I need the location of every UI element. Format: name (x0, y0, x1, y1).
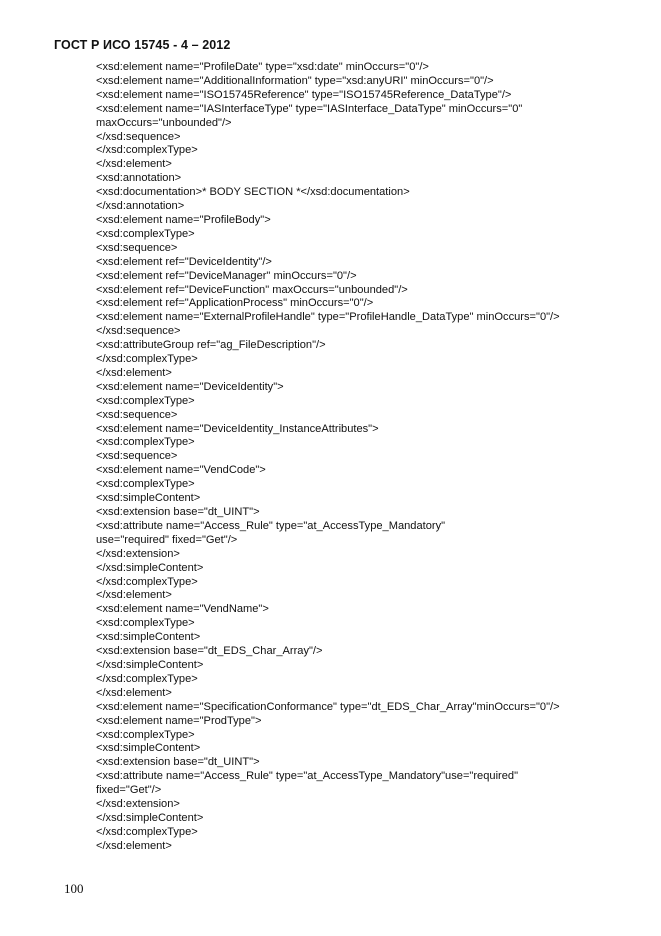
code-line: <xsd:element name="IASInterfaceType" type="IASInterface_DataType" minOccurs="0" (96, 102, 523, 115)
code-line: <xsd:documentation>* BODY SECTION *</xsd:documentation> (96, 186, 410, 199)
code-line: </xsd:element> (96, 686, 172, 699)
code-line: <xsd:complexType> (96, 728, 195, 741)
code-line: <xsd:element name="AdditionalInformation" type="xsd:anyURI" minOccurs="0"/> (96, 74, 494, 87)
code-line: <xsd:complexType> (96, 478, 195, 491)
code-line: <xsd:complexType> (96, 617, 195, 630)
xsd-code-listing (96, 61, 636, 854)
code-line: <xsd:sequence> (96, 450, 178, 463)
code-line: <xsd:element name="SpecificationConformance" type="dt_EDS_Char_Array"minOccurs="0"/> (96, 700, 560, 713)
code-line: <xsd:element ref="DeviceFunction" maxOccurs="unbounded"/> (96, 283, 408, 296)
code-line: <xsd:extension base="dt_EDS_Char_Array"/> (96, 645, 323, 658)
code-line: </xsd:simpleContent> (96, 811, 204, 824)
code-line: use="required" fixed="Get"/> (96, 533, 238, 546)
code-line: <xsd:sequence> (96, 241, 178, 254)
code-line: </xsd:element> (96, 366, 172, 379)
code-line: </xsd:complexType> (96, 575, 198, 588)
code-line: <xsd:element name="ISO15745Reference" type="ISO15745Reference_DataType"/> (96, 88, 512, 101)
code-line: <xsd:sequence> (96, 408, 178, 421)
code-line: <xsd:element name="ExternalProfileHandle" type="ProfileHandle_DataType" minOccurs="0"/> (96, 311, 560, 324)
code-line: </xsd:complexType> (96, 144, 198, 157)
code-line: </xsd:complexType> (96, 825, 198, 838)
code-line: fixed="Get"/> (96, 784, 162, 797)
code-line: <xsd:element name="ProfileBody"> (96, 213, 271, 226)
code-line: <xsd:element ref="ApplicationProcess" minOccurs="0"/> (96, 297, 374, 310)
code-line: <xsd:simpleContent> (96, 631, 201, 644)
code-line: <xsd:element name="VendCode"> (96, 464, 266, 477)
code-line: <xsd:extension base="dt_UINT"> (96, 506, 260, 518)
code-line: <xsd:complexType> (96, 394, 195, 407)
code-line: </xsd:element> (96, 158, 172, 171)
code-line: <xsd:element name="VendName"> (96, 603, 269, 616)
code-line: </xsd:complexType> (96, 353, 198, 366)
code-line: <xsd:element name="ProfileDate" type="xsd:date" minOccurs="0"/> (96, 61, 429, 73)
code-line: <xsd:attribute name="Access_Rule" type="at_AccessType_Mandatory" (96, 519, 446, 532)
code-line: <xsd:element name="DeviceIdentity"> (96, 380, 284, 393)
code-line: <xsd:annotation> (96, 172, 182, 185)
code-line: </xsd:simpleContent> (96, 658, 204, 671)
code-line: <xsd:extension base="dt_UINT"> (96, 756, 260, 769)
code-line: maxOccurs="unbounded"/> (96, 116, 232, 129)
code-line: <xsd:attributeGroup ref="ag_FileDescription"/> (96, 339, 326, 352)
code-line: </xsd:extension> (96, 547, 180, 560)
code-line: </xsd:element> (96, 839, 172, 852)
page-number: 100 (64, 881, 84, 896)
code-line: </xsd:annotation> (96, 200, 185, 213)
code-line: <xsd:attribute name="Access_Rule" type="at_AccessType_Mandatory"use="required" (96, 770, 519, 783)
code-line: <xsd:element ref="DeviceManager" minOccurs="0"/> (96, 269, 357, 282)
code-line: </xsd:sequence> (96, 325, 181, 338)
code-line: <xsd:complexType> (96, 227, 195, 240)
code-line: </xsd:element> (96, 589, 172, 602)
code-line: <xsd:element name="DeviceIdentity_InstanceAttributes"> (96, 422, 379, 435)
code-line: <xsd:element ref="DeviceIdentity"/> (96, 255, 272, 268)
standard-header: ГОСТ Р ИСО 15745 - 4 – 2012 (54, 38, 231, 52)
code-line: <xsd:simpleContent> (96, 492, 201, 505)
code-line: </xsd:extension> (96, 798, 180, 811)
code-line: <xsd:element name="ProdType"> (96, 714, 262, 727)
code-line: </xsd:complexType> (96, 672, 198, 685)
code-line: <xsd:simpleContent> (96, 742, 201, 755)
code-line: </xsd:simpleContent> (96, 561, 204, 574)
code-line: </xsd:sequence> (96, 130, 181, 143)
code-line: <xsd:complexType> (96, 436, 195, 449)
